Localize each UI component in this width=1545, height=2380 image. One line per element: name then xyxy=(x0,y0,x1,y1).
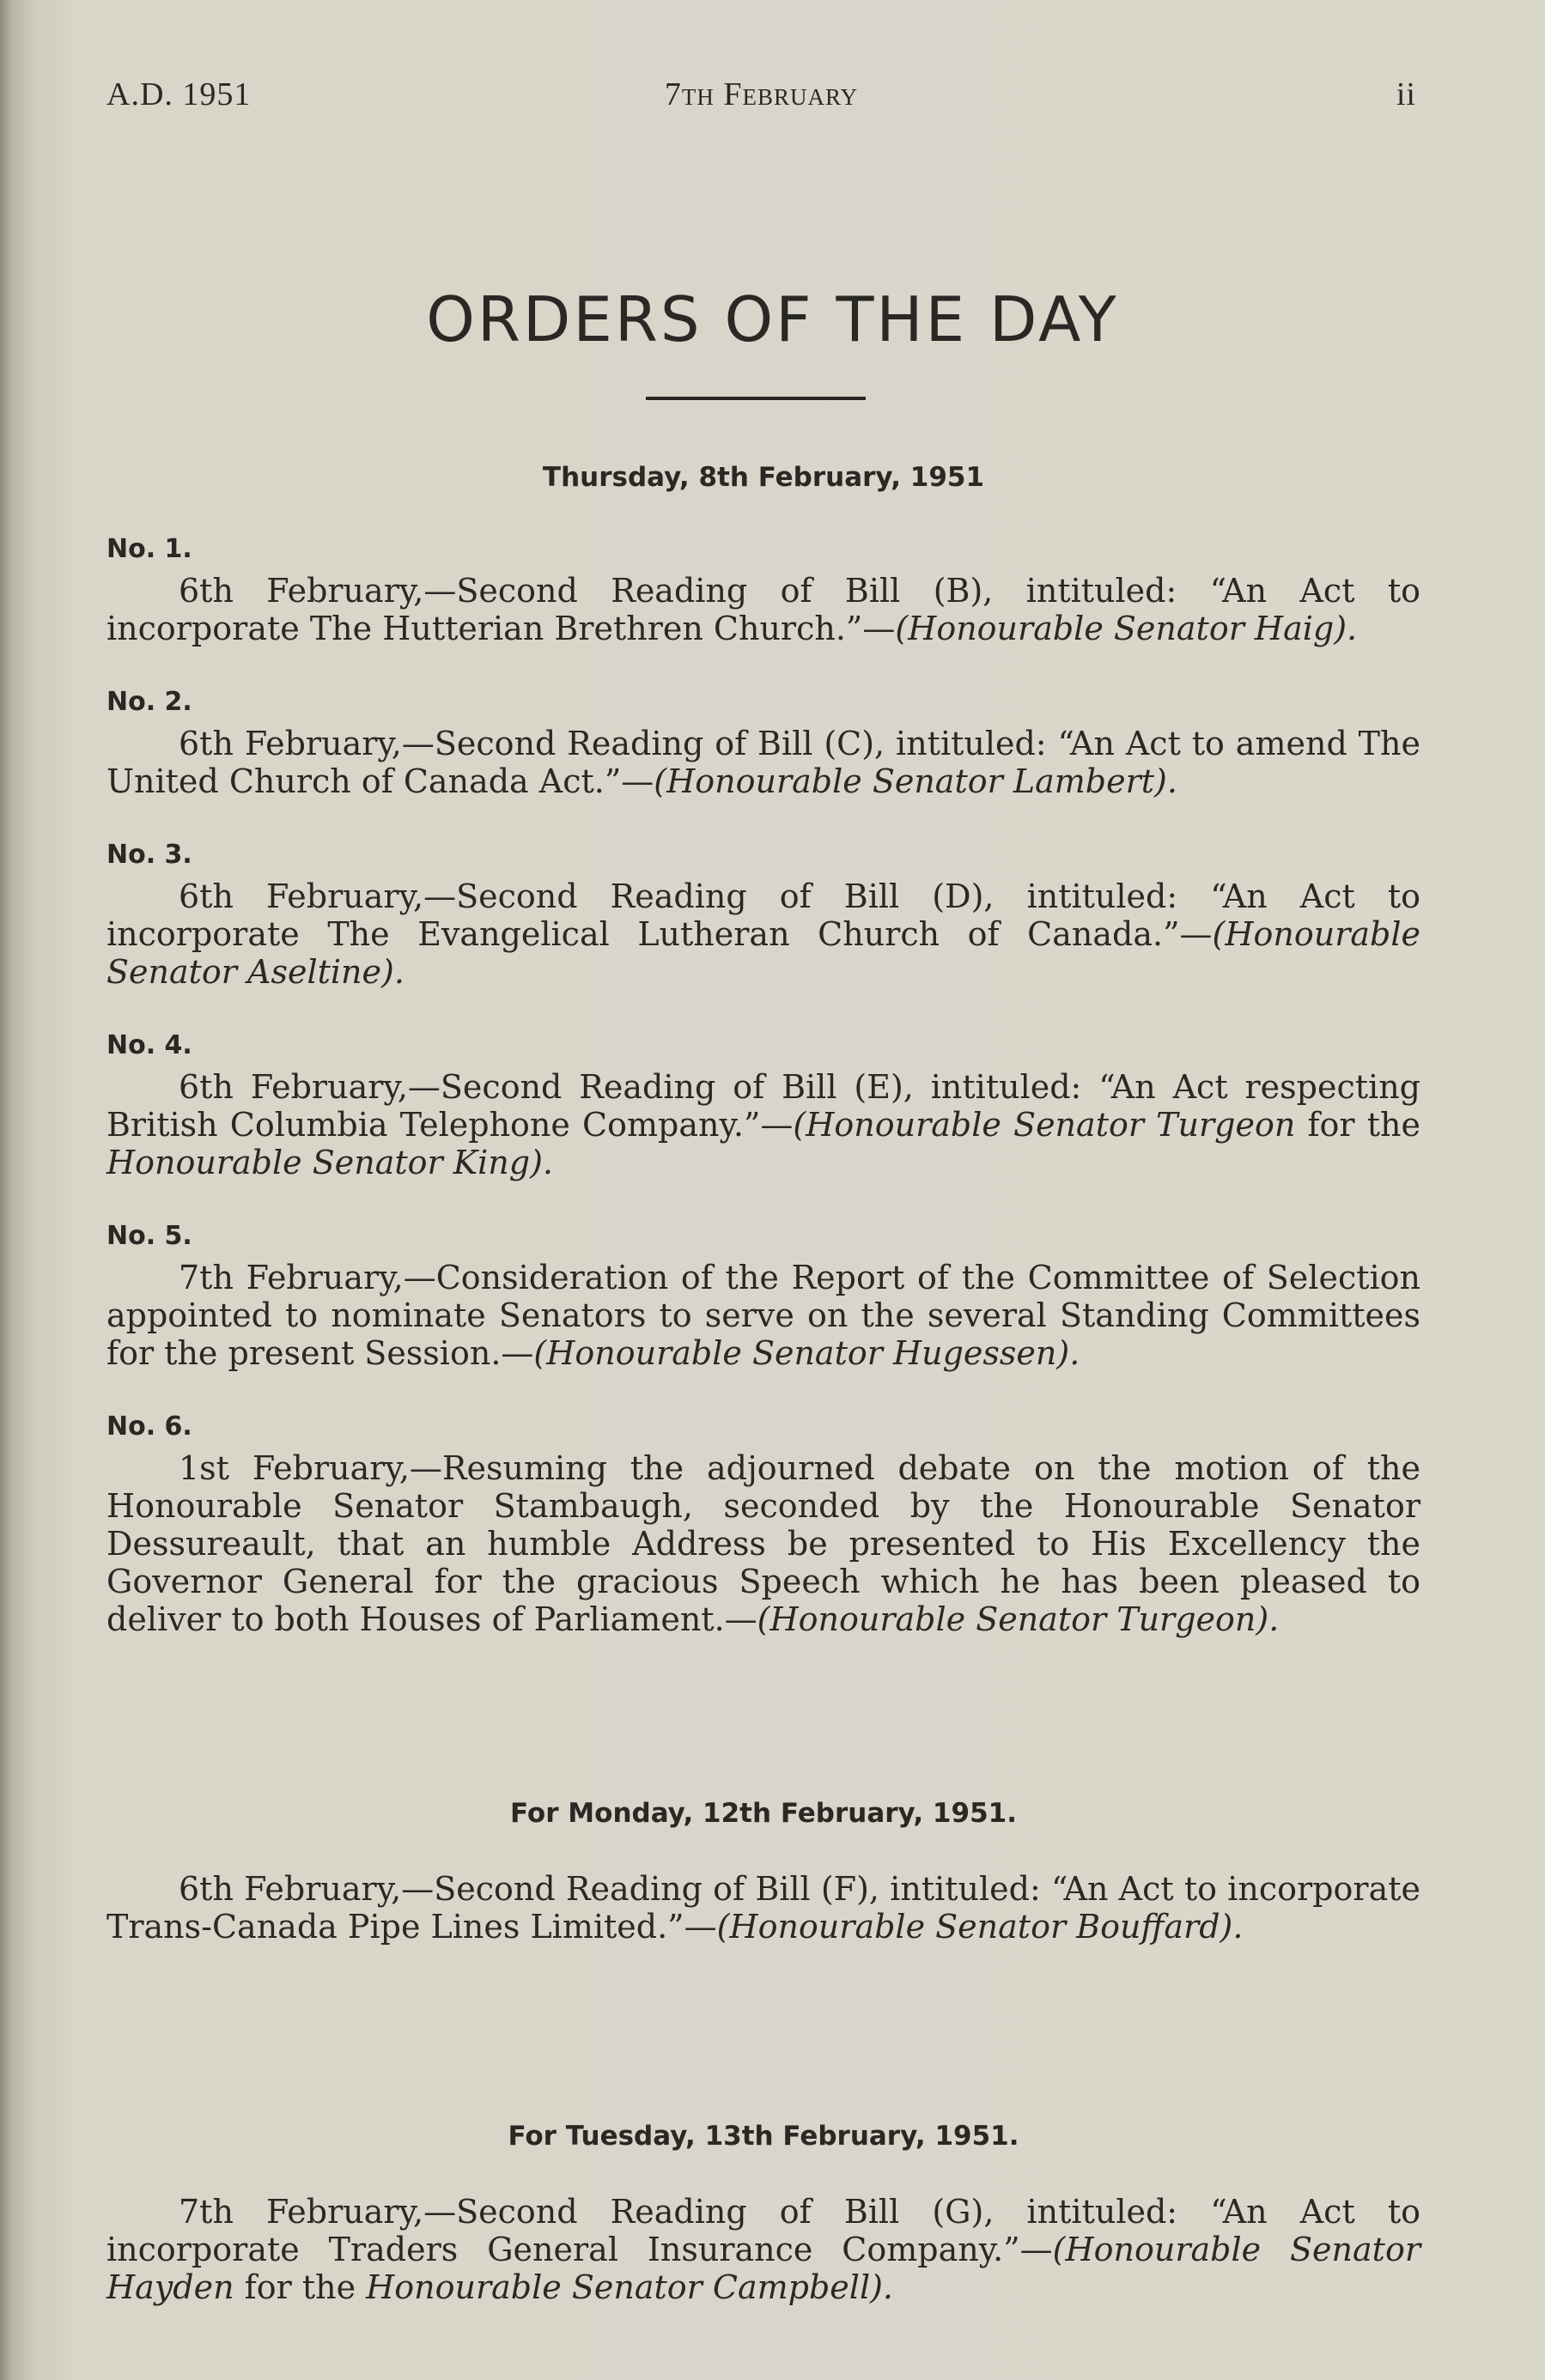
header-date: 7th February xyxy=(664,76,859,112)
order-body: 7th February,—Consideration of the Report of the Committee of Selection appointed to nominate Senators to serve on the several Standing Committees for the present Session.— xyxy=(106,1259,1420,1372)
order-sponsor: (Honourable Senator Bouffard). xyxy=(716,1908,1244,1946)
order-sponsor: (Honourable Senator Lambert). xyxy=(654,762,1177,800)
order-body: 6th February,—Second Reading of Bill (E), intituled: “An Act respecting British Columbia Telephone Company.”— xyxy=(106,1068,1420,1144)
order-sponsor-join: for the xyxy=(234,2268,367,2306)
order-sponsor-secondary: Honourable Senator King). xyxy=(106,1144,553,1181)
section-heading: For Monday, 12th February, 1951. xyxy=(510,1798,1017,1829)
order-body: 6th February,—Second Reading of Bill (B), intituled: “An Act to incorporate The Hutterian Brethren Church.”— xyxy=(106,572,1420,647)
header-year: A.D. 1951 xyxy=(106,76,252,112)
order-number: No. 4. xyxy=(106,1030,192,1060)
order-text xyxy=(106,1449,1420,1638)
order-item xyxy=(106,836,1420,991)
order-text xyxy=(106,725,1420,800)
page-number: ii xyxy=(1396,76,1416,112)
order-number: No. 3. xyxy=(106,840,192,870)
order-text xyxy=(106,572,1420,647)
order-body: 6th February,—Second Reading of Bill (D), intituled: “An Act to incorporate The Evangelical Lutheran Church of Canada.”— xyxy=(106,877,1420,953)
order-text xyxy=(106,1870,1420,1946)
order-body: 6th February,—Second Reading of Bill (F), intituled: “An Act to incorporate Trans-Canada Pipe Lines Limited.”— xyxy=(106,1870,1420,1946)
title-rule xyxy=(646,397,866,400)
order-sponsor: (Honourable Senator Hugessen). xyxy=(533,1334,1080,1372)
order-number: No. 6. xyxy=(106,1412,192,1442)
order-sponsor-join: for the xyxy=(1295,1106,1420,1144)
order-body: 7th February,—Second Reading of Bill (G), intituled: “An Act to incorporate Traders General Insurance Company.”— xyxy=(106,2193,1420,2268)
order-sponsor: (Honourable Senator Hayden xyxy=(106,2231,1420,2306)
running-header xyxy=(106,76,1416,118)
order-sponsor: (Honourable Senator Turgeon xyxy=(793,1106,1296,1144)
section-monday xyxy=(106,1794,1420,1946)
order-text xyxy=(106,877,1420,991)
orders-content xyxy=(106,458,1420,2306)
order-item xyxy=(106,683,1420,800)
section-thursday xyxy=(106,458,1420,1638)
order-sponsor: (Honourable Senator Turgeon). xyxy=(757,1600,1280,1638)
order-number: No. 5. xyxy=(106,1221,192,1251)
order-sponsor: (Honourable Senator Aseltine). xyxy=(106,915,1420,991)
order-text xyxy=(106,2193,1420,2306)
order-body: 6th February,—Second Reading of Bill (C), intituled: “An Act to amend The United Church of Canada Act.”— xyxy=(106,725,1420,800)
order-item xyxy=(106,1408,1420,1638)
order-item xyxy=(106,1027,1420,1181)
order-item xyxy=(106,531,1420,647)
order-sponsor-secondary: Honourable Senator Campbell). xyxy=(366,2268,894,2306)
page-title: ORDERS OF THE DAY xyxy=(426,283,1119,355)
order-text xyxy=(106,1068,1420,1181)
order-number: No. 1. xyxy=(106,534,192,564)
order-body: 1st February,—Resuming the adjourned debate on the motion of the Honourable Senator Stambaugh, seconded by the Honourable Senator Dessureault, that an humble Address be presented to His Excellency the Governor General for the gracious Speech which he has been pleased to deliver to both Houses of Parliament.— xyxy=(106,1449,1420,1638)
order-item xyxy=(106,1217,1420,1372)
order-sponsor: (Honourable Senator Haig). xyxy=(895,610,1358,647)
section-tuesday xyxy=(106,2117,1420,2306)
section-heading: Thursday, 8th February, 1951 xyxy=(542,462,985,493)
order-text xyxy=(106,1259,1420,1372)
order-number: No. 2. xyxy=(106,687,192,717)
section-heading: For Tuesday, 13th February, 1951. xyxy=(508,2121,1019,2152)
